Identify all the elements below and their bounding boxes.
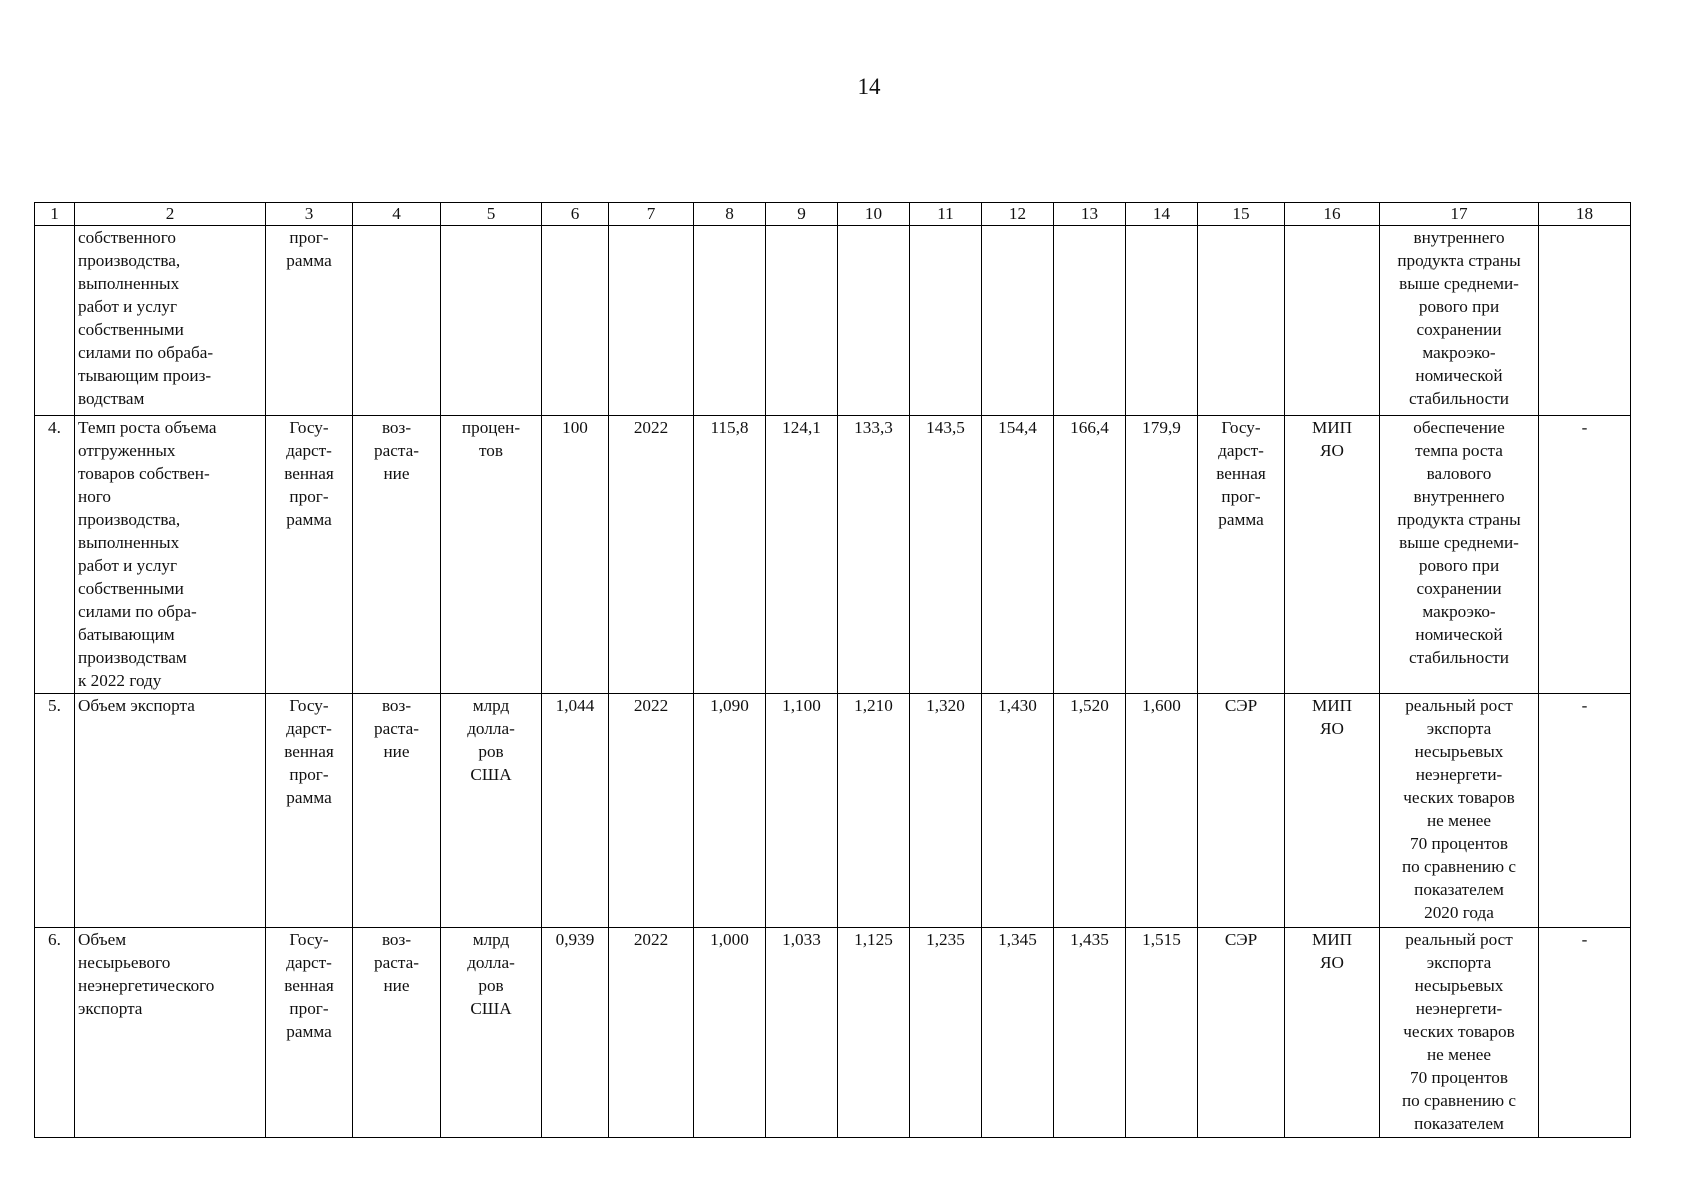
base-year: [609, 226, 694, 416]
column-number: 17: [1380, 203, 1539, 226]
responsible-body: МИП ЯО: [1285, 694, 1380, 928]
value-cell: 1,600: [1126, 694, 1198, 928]
base-value: 0,939: [542, 928, 609, 1138]
value-cell: 1,210: [838, 694, 910, 928]
value-cell: [910, 226, 982, 416]
column-number: 6: [542, 203, 609, 226]
value-cell: 1,435: [1054, 928, 1126, 1138]
indicator-direction: воз- раста- ние: [353, 694, 441, 928]
source-document: СЭР: [1198, 694, 1285, 928]
source-document: Госу- дарст- венная прог- рамма: [1198, 416, 1285, 694]
value-cell: 1,515: [1126, 928, 1198, 1138]
value-cell: 1,033: [766, 928, 838, 1138]
value-cell: 1,235: [910, 928, 982, 1138]
base-year: 2022: [609, 694, 694, 928]
column-number: 11: [910, 203, 982, 226]
table-row-continuation: [35, 226, 1631, 416]
note-cell: [1539, 226, 1631, 416]
indicator-type: Госу- дарст- венная прог- рамма: [266, 416, 353, 694]
value-cell: 179,9: [1126, 416, 1198, 694]
table-row-6: [35, 928, 1631, 1138]
indicators-table: [34, 202, 1631, 1138]
row-number: 4.: [35, 416, 75, 694]
goal-link: обеспечение темпа роста валового внутреннего продукта страны выше среднеми- рового при сохранении макроэко- номической стабильности: [1380, 416, 1539, 694]
indicator-type: Госу- дарст- венная прог- рамма: [266, 928, 353, 1138]
value-cell: 124,1: [766, 416, 838, 694]
column-number: 2: [75, 203, 266, 226]
table-row-5: [35, 694, 1631, 928]
goal-link: реальный рост экспорта несырьевых неэнергети- ческих товаров не менее 70 процентов по сравнению с показателем 2020 года: [1380, 694, 1539, 928]
base-year: 2022: [609, 416, 694, 694]
row-number: [35, 226, 75, 416]
indicator-name: собственного производства, выполненных работ и услуг собственными силами по обраба- тывающим произ- водствам: [75, 226, 266, 416]
note-cell: -: [1539, 416, 1631, 694]
indicator-unit: процен- тов: [441, 416, 542, 694]
value-cell: 1,125: [838, 928, 910, 1138]
value-cell: 1,100: [766, 694, 838, 928]
indicator-direction: воз- раста- ние: [353, 928, 441, 1138]
table-row-4: [35, 416, 1631, 694]
note-cell: -: [1539, 928, 1631, 1138]
indicator-name: Темп роста объема отгруженных товаров собствен- ного производства, выполненных работ и услуг собственными силами по обра- батывающим производствам к 2022 году: [75, 416, 266, 694]
value-cell: 133,3: [838, 416, 910, 694]
value-cell: 166,4: [1054, 416, 1126, 694]
responsible-body: МИП ЯО: [1285, 416, 1380, 694]
row-number: 5.: [35, 694, 75, 928]
indicator-direction: воз- раста- ние: [353, 416, 441, 694]
value-cell: 1,430: [982, 694, 1054, 928]
page-number: 14: [857, 74, 881, 99]
value-cell: 1,520: [1054, 694, 1126, 928]
base-value: 100: [542, 416, 609, 694]
value-cell: [1126, 226, 1198, 416]
indicator-name: Объем несырьевого неэнергетического экспорта: [75, 928, 266, 1138]
value-cell: [694, 226, 766, 416]
indicator-unit: млрд долла- ров США: [441, 928, 542, 1138]
value-cell: 115,8: [694, 416, 766, 694]
indicator-type: прог- рамма: [266, 226, 353, 416]
column-number: 4: [353, 203, 441, 226]
responsible-body: МИП ЯО: [1285, 928, 1380, 1138]
indicator-direction: [353, 226, 441, 416]
base-value: 1,044: [542, 694, 609, 928]
source-document: [1198, 226, 1285, 416]
value-cell: 143,5: [910, 416, 982, 694]
row-number: 6.: [35, 928, 75, 1138]
column-number: 7: [609, 203, 694, 226]
column-number: 10: [838, 203, 910, 226]
column-number: 13: [1054, 203, 1126, 226]
value-cell: [1054, 226, 1126, 416]
responsible-body: [1285, 226, 1380, 416]
column-number: 12: [982, 203, 1054, 226]
value-cell: 1,320: [910, 694, 982, 928]
column-number: 8: [694, 203, 766, 226]
indicator-unit: млрд долла- ров США: [441, 694, 542, 928]
goal-link: внутреннего продукта страны выше среднеми- рового при сохранении макроэко- номической стабильности: [1380, 226, 1539, 416]
note-cell: -: [1539, 694, 1631, 928]
value-cell: [838, 226, 910, 416]
column-number: 15: [1198, 203, 1285, 226]
indicator-name: Объем экспорта: [75, 694, 266, 928]
indicator-type: Госу- дарст- венная прог- рамма: [266, 694, 353, 928]
column-number: 1: [35, 203, 75, 226]
base-year: 2022: [609, 928, 694, 1138]
column-number: 9: [766, 203, 838, 226]
column-number: 16: [1285, 203, 1380, 226]
column-number: 14: [1126, 203, 1198, 226]
indicator-unit: [441, 226, 542, 416]
column-numbers-row: [35, 203, 1631, 226]
source-document: СЭР: [1198, 928, 1285, 1138]
column-number: 3: [266, 203, 353, 226]
value-cell: [982, 226, 1054, 416]
goal-link: реальный рост экспорта несырьевых неэнергети- ческих товаров не менее 70 процентов по сравнению с показателем: [1380, 928, 1539, 1138]
value-cell: 1,000: [694, 928, 766, 1138]
value-cell: 1,090: [694, 694, 766, 928]
value-cell: [766, 226, 838, 416]
base-value: [542, 226, 609, 416]
column-number: 5: [441, 203, 542, 226]
value-cell: 1,345: [982, 928, 1054, 1138]
value-cell: 154,4: [982, 416, 1054, 694]
column-number: 18: [1539, 203, 1631, 226]
